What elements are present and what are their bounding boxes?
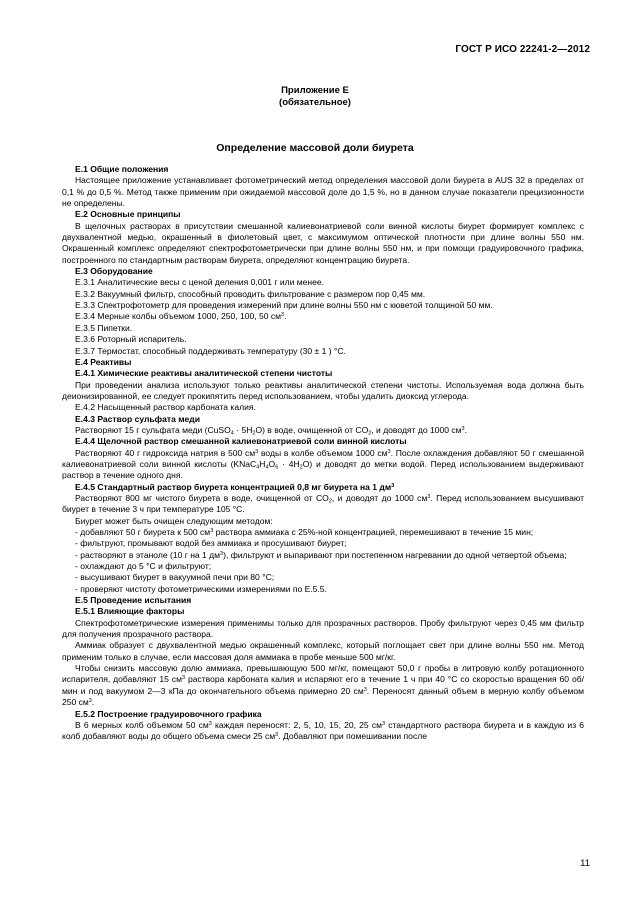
annex-block xyxy=(0,85,630,109)
purification-intro: Биурет может быть очищен следующим методом: xyxy=(75,515,273,526)
annex-title: Приложение Е xyxy=(281,85,349,96)
section-e5-heading: Е.5 Проведение испытания xyxy=(75,595,192,606)
section-e1-text: Настоящее приложение устанавливает фотометрический метод определения массовой доли биурета в AUS 32 в пределах от 0,1 % до 0,5 %. Метод также применим при ожидаемой массовой доле до 1,5 %, но в данном случае показатели прецизионности не определены. xyxy=(62,175,584,209)
document-title: Определение массовой доли биурета xyxy=(216,142,414,154)
purification-step: - фильтруют, промывают водой без аммиака и просушивают биурет; xyxy=(75,538,347,549)
section-e52-heading: Е.5.2 Построение градуировочного графика xyxy=(75,708,262,719)
equipment-item: Е.3.1 Аналитические весы с ценой деления 0,001 г или менее. xyxy=(75,277,324,288)
equipment-item: Е.3.4 Мерные колбы объемом 1000, 250, 100, 50 $см^3$. xyxy=(75,311,287,322)
section-e44-heading: Е.4.4 Щелочной раствор смешанной калиевонатриевой соли винной кислоты xyxy=(75,436,407,447)
section-e1-heading: Е.1 Общие положения xyxy=(75,164,169,174)
section-e45-text: Растворяют 800 мг чистого биурета в воде, очищенной от $CO_2$, и доводят до 1000 $см^3$. Перед использованием высушивают биурет в течение 3 ч при температуре 105 °С. xyxy=(62,492,584,515)
section-e52-text: В 6 мерных колб объемом 50 $см^3$ каждая переносят: 2, 5, 10, 15, 20, 25 $см^3$ стандартного раствора биурета и в каждую из 6 колб добавляют воды до общего объема смеси 25 $см^3$. Добавляют при помешивании после xyxy=(62,719,585,742)
standard-header: ГОСТ Р ИСО 22241-2—2012 xyxy=(455,44,590,55)
equipment-item: Е.3.3 Спектрофотометр для проведения измерений при длине волны 550 нм с кюветой толщиной 50 мм. xyxy=(75,300,493,311)
section-e43-text: Растворяют 15 г сульфата меди (CuSO$_4$ · $5H_2O$) в воде, очищенной от $CO_2$, и доводят до 1000 $см^3$. xyxy=(75,424,467,437)
purification-step: - растворяют в этаноле (10 г на 1 $дм^3$), фильтруют и выпаривают при постепенном нагревании до одной четвертой объема; xyxy=(75,549,567,560)
section-e51-para: Чтобы снизить массовую долю аммиака, превышающую 500 мг/кг, помещают 50,0 г пробы в литровую колбу ротационного испарителя, добавляют 15 $см^3$ раствора карбоната калия и испаряют его в течение 1 ч при 40 °С со скоростью вращения 60 об/мин и под вакуумом 2—3 кПа до окончательного объема примерно 20 $см^3$. Переносят данный объем в мерную колбу объемом 250 $см^3$. xyxy=(62,663,584,708)
purification-step: - охлаждают до 5 °С и фильтруют; xyxy=(75,561,212,572)
section-e3-heading: Е.3 Оборудование xyxy=(75,266,153,277)
section-e4-heading: Е.4 Реактивы xyxy=(75,356,132,367)
purification-step: - высушивают биурет в вакуумной печи при 80 °С; xyxy=(75,572,275,583)
section-e41-heading: Е.4.1 Химические реактивы аналитической степени чистоты xyxy=(75,368,333,379)
document-body xyxy=(62,164,584,743)
page-number: 11 xyxy=(580,858,590,869)
section-e44-text: Растворяют 40 г гидроксида натрия в 500 $см^3$ воды в колбе объемом 1000 $см^3$. После охлаждения добавляют 50 г смешанной калиевонатриевой соли винной кислоты $(KNaC_4H_4O_6 \cdot 4H_2O)$ и доводят до метки водой. Перед использованием выдерживают раствор в течение одного дня. xyxy=(62,447,584,481)
section-e42-text: Е.4.2 Насыщенный раствор карбоната калия. xyxy=(75,402,256,413)
section-e51-para: Спектрофотометрические измерения применимы только для прозрачных растворов. Пробу фильтруют через 0,45 мм фильтр для получения прозрачного раствора. xyxy=(62,617,584,640)
section-e41-text: При проведении анализа используют только реактивы аналитической степени чистоты. Используемая вода должна быть деионизированной, ее следует прокипятить перед использованием, чтобы удалить диоксид углерода. xyxy=(62,379,584,401)
purification-step: - проверяют чистоту фотометрическими измерениями по Е.5.5. xyxy=(75,583,327,594)
section-e51-heading: Е.5.1 Влияющие факторы xyxy=(75,606,185,617)
annex-status: (обязательное) xyxy=(279,97,351,108)
equipment-item: Е.3.2 Вакуумный фильтр, способный проводить фильтрование с размером пор 0,45 мм. xyxy=(75,288,426,299)
section-e2-heading: Е.2 Основные принципы xyxy=(75,209,181,220)
equipment-item: Е.3.7 Термостат, способный поддерживать температуру (30 ± 1 ) °С. xyxy=(75,345,346,356)
section-e51-para: Аммиак образует с двухвалентной медью окрашенный комплекс, который поглощает свет при длине волны 550 нм. Метод применим только в случае, если массовая доля аммиака в пробе меньше 500 мг/кг. xyxy=(62,640,584,662)
purification-step: - добавляют 50 г биурета к 500 $см^3$ раствора аммиака с 25%-ной концентрацией, перемешивают в течение 15 мин; xyxy=(75,527,534,537)
equipment-item: Е.3.6 Роторный испаритель. xyxy=(75,334,187,345)
section-e45-heading: Е.4.5 Стандартный раствор биурета концентрацией 0,8 мг биурета на 1 $дм^3$ xyxy=(75,481,395,492)
section-e2-text: В щелочных растворах в присутствии смешанной калиевонатриевой соли винной кислоты биурет формирует комплекс с двухвалентной медью, окрашенный в фиолетовый цвет, с максимумом оптической плотности при длине волны 550 нм. Окрашенный комплекс определяют спектрофотометрически при длине волны 550 нм, и при помощи градуировочного графика, построенного по стандартным растворам биурета, определяют концентрацию биурета. xyxy=(62,220,584,265)
section-e43-heading: Е.4.3 Раствор сульфата меди xyxy=(75,413,200,424)
equipment-item: Е.3.5 Пипетки. xyxy=(75,322,133,333)
